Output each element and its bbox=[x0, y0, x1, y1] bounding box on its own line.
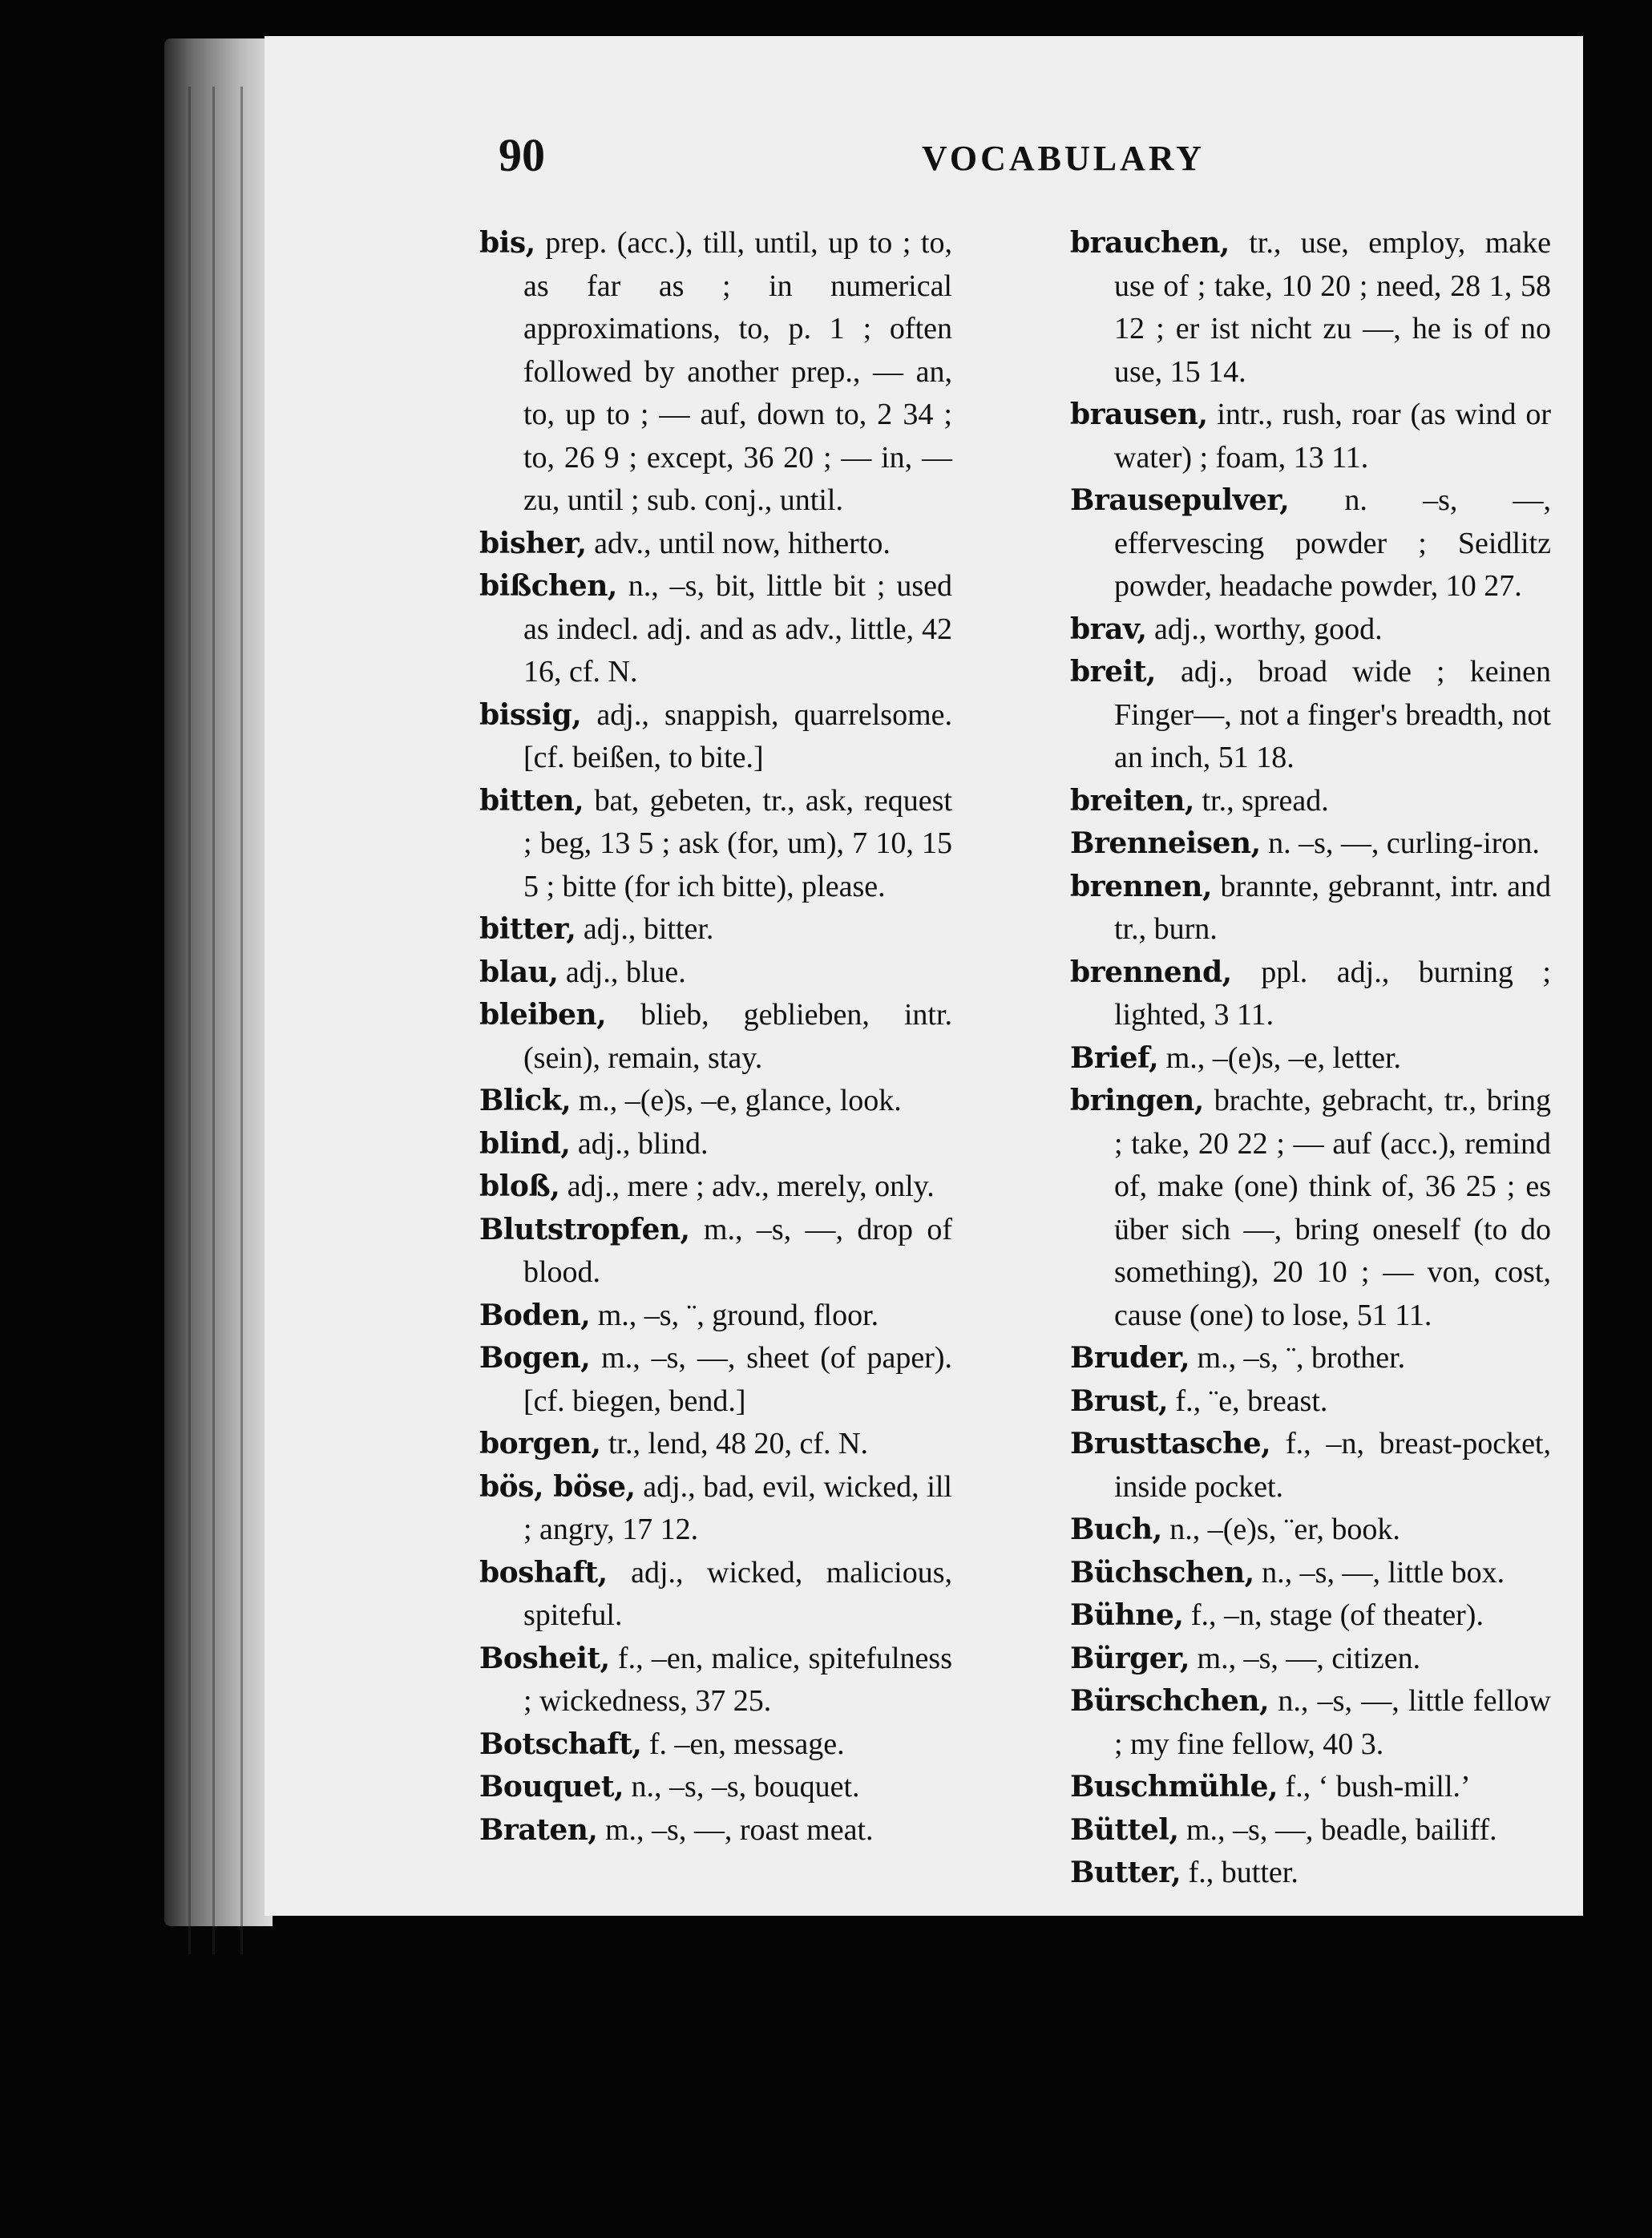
definition: prep. (acc.), till, until, up to ; to, as far as ; in numerical approximations, to, p. 1 ; often followed by another prep., — an, to, up to ; — auf, down to, 2 34 ; to, 26 9 ; except, 36 20 ; — in, — zu, until ; sub. conj., until. bbox=[523, 226, 952, 517]
definition: brachte, gebracht, tr., bring ; take, 20 22 ; — auf (acc.), remind of, make (one) think of, 36 25 ; es über sich —, bring oneself (to do something), 20 10 ; — von, cost, cause (one) to lose, 51 11. bbox=[1114, 1084, 1551, 1332]
headword: Brusttasche, bbox=[1070, 1427, 1271, 1460]
definition: m., –s, ¨, ground, floor. bbox=[590, 1298, 879, 1332]
headword: bleiben, bbox=[479, 998, 607, 1032]
page-header bbox=[265, 128, 1583, 200]
headword: Blick, bbox=[479, 1084, 572, 1117]
definition: n., –(e)s, ¨er, book. bbox=[1161, 1513, 1400, 1546]
vocab-entry bbox=[479, 1423, 952, 1466]
page-edge-line bbox=[240, 87, 243, 1954]
definition: adj., blue. bbox=[558, 955, 686, 989]
headword: Buschmühle, bbox=[1070, 1770, 1278, 1804]
vocab-entry bbox=[1070, 866, 1551, 951]
vocab-entry bbox=[1070, 1680, 1551, 1766]
vocab-entry bbox=[479, 1638, 952, 1723]
vocab-entry bbox=[479, 1295, 952, 1338]
headword: bisher, bbox=[479, 526, 587, 560]
definition: m., –s, —, drop of blood. bbox=[523, 1212, 952, 1289]
headword: bitten, bbox=[479, 783, 584, 818]
vocab-entry bbox=[479, 694, 952, 780]
right-column bbox=[1070, 222, 1551, 1895]
definition: tr., spread. bbox=[1194, 783, 1329, 818]
definition: n., –s, bit, little bit ; used as indecl. adj. and as adv., little, 42 16, cf. N. bbox=[523, 569, 952, 689]
vocab-entry bbox=[479, 1123, 952, 1166]
definition: m., –s, —, roast meat. bbox=[597, 1812, 874, 1847]
vocab-entry bbox=[479, 222, 952, 523]
vocab-entry bbox=[479, 1165, 952, 1209]
definition: n. –s, —, effervescing powder ; Seidlitz powder, headache powder, 10 27. bbox=[1114, 483, 1551, 603]
vocab-entry bbox=[1070, 1423, 1551, 1509]
vocab-entry bbox=[1070, 1509, 1551, 1552]
vocab-entry bbox=[1070, 479, 1551, 608]
page-edge-line bbox=[188, 87, 191, 1954]
definition: adj., worthy, good. bbox=[1146, 612, 1383, 646]
headword: Bouquet, bbox=[479, 1770, 624, 1804]
vocab-entry bbox=[1070, 1852, 1551, 1895]
definition: f., –n, breast-pocket, inside pocket. bbox=[1114, 1427, 1551, 1504]
definition: m., –s, —, sheet (of paper). [cf. biegen, bend.] bbox=[523, 1341, 952, 1418]
vocab-entry bbox=[1070, 780, 1551, 823]
definition: n., –s, —, little box. bbox=[1254, 1555, 1505, 1590]
headword: Brenneisen, bbox=[1070, 826, 1261, 860]
vocab-entry bbox=[479, 1337, 952, 1423]
page-edge-line bbox=[212, 87, 215, 1954]
vocab-entry bbox=[1070, 608, 1551, 652]
headword: Blutstropfen, bbox=[479, 1212, 690, 1246]
headword: brennend, bbox=[1070, 955, 1232, 989]
definition: tr., lend, 48 20, cf. N. bbox=[600, 1427, 868, 1460]
headword: brausen, bbox=[1070, 398, 1208, 431]
headword: Botschaft, bbox=[479, 1727, 642, 1761]
headword: boshaft, bbox=[479, 1555, 608, 1590]
definition: tr., use, employ, make use of ; take, 10 20 ; need, 28 1, 58 12 ; er ist nicht zu —, he is of no use, 15 14. bbox=[1114, 226, 1551, 389]
definition: f., –en, malice, spitefulness ; wickedness, 37 25. bbox=[523, 1641, 952, 1718]
vocab-entry bbox=[1070, 394, 1551, 479]
vocab-entry bbox=[479, 1723, 952, 1767]
left-column bbox=[479, 222, 952, 1852]
definition: bat, gebeten, tr., ask, request ; beg, 13 5 ; ask (for, um), 7 10, 15 5 ; bitte (for ich bitte), please. bbox=[523, 783, 952, 903]
headword: Butter, bbox=[1070, 1856, 1181, 1889]
headword: bös, böse, bbox=[479, 1469, 636, 1504]
definition: adj., broad wide ; keinen Finger—, not a finger's breadth, not an inch, 51 18. bbox=[1114, 655, 1551, 774]
definition: brannte, gebrannt, intr. and tr., burn. bbox=[1114, 869, 1551, 946]
definition: m., –s, —, beadle, bailiff. bbox=[1178, 1812, 1497, 1847]
definition: adj., wicked, malicious, spiteful. bbox=[523, 1555, 952, 1632]
definition: m., –s, —, citizen. bbox=[1190, 1641, 1421, 1675]
definition: f., –n, stage (of theater). bbox=[1183, 1598, 1484, 1632]
definition: n. –s, —, curling-iron. bbox=[1260, 826, 1540, 860]
vocab-entry bbox=[1070, 1037, 1551, 1081]
headword: bißchen, bbox=[479, 569, 617, 603]
vocab-entry bbox=[479, 1209, 952, 1295]
vocab-entry bbox=[1070, 1638, 1551, 1681]
headword: brennen, bbox=[1070, 869, 1213, 903]
vocab-entry bbox=[479, 908, 952, 951]
vocab-entry bbox=[1070, 1766, 1551, 1809]
headword: Büttel, bbox=[1070, 1812, 1179, 1847]
vocab-entry bbox=[1070, 222, 1551, 394]
definition: adj., snappish, quarrelsome. [cf. beißen, to bite.] bbox=[523, 697, 952, 774]
page-edge-stack bbox=[164, 38, 273, 1926]
vocab-entry bbox=[479, 1552, 952, 1638]
headword: Brief, bbox=[1070, 1040, 1159, 1075]
vocab-entry bbox=[1070, 1080, 1551, 1337]
definition: adj., blind. bbox=[570, 1126, 709, 1161]
vocab-entry bbox=[1070, 651, 1551, 780]
headword: Bürger, bbox=[1070, 1641, 1190, 1675]
headword: bis, bbox=[479, 226, 535, 260]
definition: m., –(e)s, –e, letter. bbox=[1158, 1040, 1402, 1075]
headword: bloß, bbox=[479, 1169, 560, 1203]
definition: f., ‘ bush-mill.’ bbox=[1278, 1770, 1471, 1804]
headword: blau, bbox=[479, 955, 559, 989]
headword: Boden, bbox=[479, 1298, 591, 1332]
headword: breiten, bbox=[1070, 783, 1194, 818]
definition: blieb, geblieben, intr. (sein), remain, stay. bbox=[523, 998, 952, 1075]
definition: m., –(e)s, –e, glance, look. bbox=[571, 1084, 902, 1117]
headword: Bosheit, bbox=[479, 1641, 610, 1675]
book-page bbox=[265, 36, 1583, 1916]
vocab-entry bbox=[1070, 951, 1551, 1037]
page-number: 90 bbox=[499, 129, 545, 181]
headword: Bühne, bbox=[1070, 1598, 1184, 1632]
vocab-entry bbox=[479, 1766, 952, 1809]
headword: bitter, bbox=[479, 912, 576, 946]
headword: brauchen, bbox=[1070, 226, 1230, 260]
vocab-entry bbox=[479, 523, 952, 566]
headword: Brausepulver, bbox=[1070, 483, 1290, 517]
vocab-entry bbox=[479, 1466, 952, 1552]
headword: blind, bbox=[479, 1126, 571, 1161]
vocab-entry bbox=[479, 951, 952, 995]
headword: Bürschchen, bbox=[1070, 1684, 1270, 1718]
definition: ppl. adj., burning ; lighted, 3 11. bbox=[1114, 955, 1551, 1032]
definition: m., –s, ¨, brother. bbox=[1190, 1341, 1406, 1375]
headword: Bruder, bbox=[1070, 1341, 1190, 1375]
definition: adv., until now, hitherto. bbox=[586, 526, 891, 560]
vocab-entry bbox=[479, 780, 952, 909]
running-head: VOCABULARY bbox=[922, 139, 1205, 178]
headword: borgen, bbox=[479, 1427, 601, 1460]
vocab-entry bbox=[1070, 1337, 1551, 1380]
headword: Büchschen, bbox=[1070, 1555, 1254, 1590]
headword: Braten, bbox=[479, 1812, 598, 1847]
definition: f., ¨e, breast. bbox=[1168, 1384, 1328, 1418]
definition: n., –s, –s, bouquet. bbox=[624, 1770, 860, 1804]
vocab-entry bbox=[479, 994, 952, 1080]
vocab-entry bbox=[1070, 1552, 1551, 1595]
headword: breit, bbox=[1070, 655, 1156, 689]
vocab-entry bbox=[1070, 1594, 1551, 1638]
definition: f. –en, message. bbox=[641, 1727, 845, 1761]
headword: brav, bbox=[1070, 612, 1147, 646]
definition: adj., bitter. bbox=[576, 912, 714, 946]
definition: intr., rush, roar (as wind or water) ; foam, 13 11. bbox=[1114, 398, 1551, 475]
vocab-entry bbox=[479, 565, 952, 694]
headword: Brust, bbox=[1070, 1384, 1168, 1418]
vocab-entry bbox=[1070, 822, 1551, 866]
vocab-entry bbox=[479, 1080, 952, 1123]
headword: Bogen, bbox=[479, 1341, 591, 1375]
definition: n., –s, —, little fellow ; my fine fellow, 40 3. bbox=[1114, 1684, 1551, 1761]
definition: adj., bad, evil, wicked, ill ; angry, 17 12. bbox=[523, 1469, 952, 1546]
headword: bringen, bbox=[1070, 1084, 1204, 1117]
vocab-entry bbox=[1070, 1380, 1551, 1424]
definition: f., butter. bbox=[1181, 1856, 1299, 1889]
headword: bissig, bbox=[479, 697, 582, 732]
vocab-entry bbox=[1070, 1809, 1551, 1852]
headword: Buch, bbox=[1070, 1513, 1162, 1546]
vocab-entry bbox=[479, 1809, 952, 1852]
definition: adj., mere ; adv., merely, only. bbox=[559, 1169, 935, 1203]
